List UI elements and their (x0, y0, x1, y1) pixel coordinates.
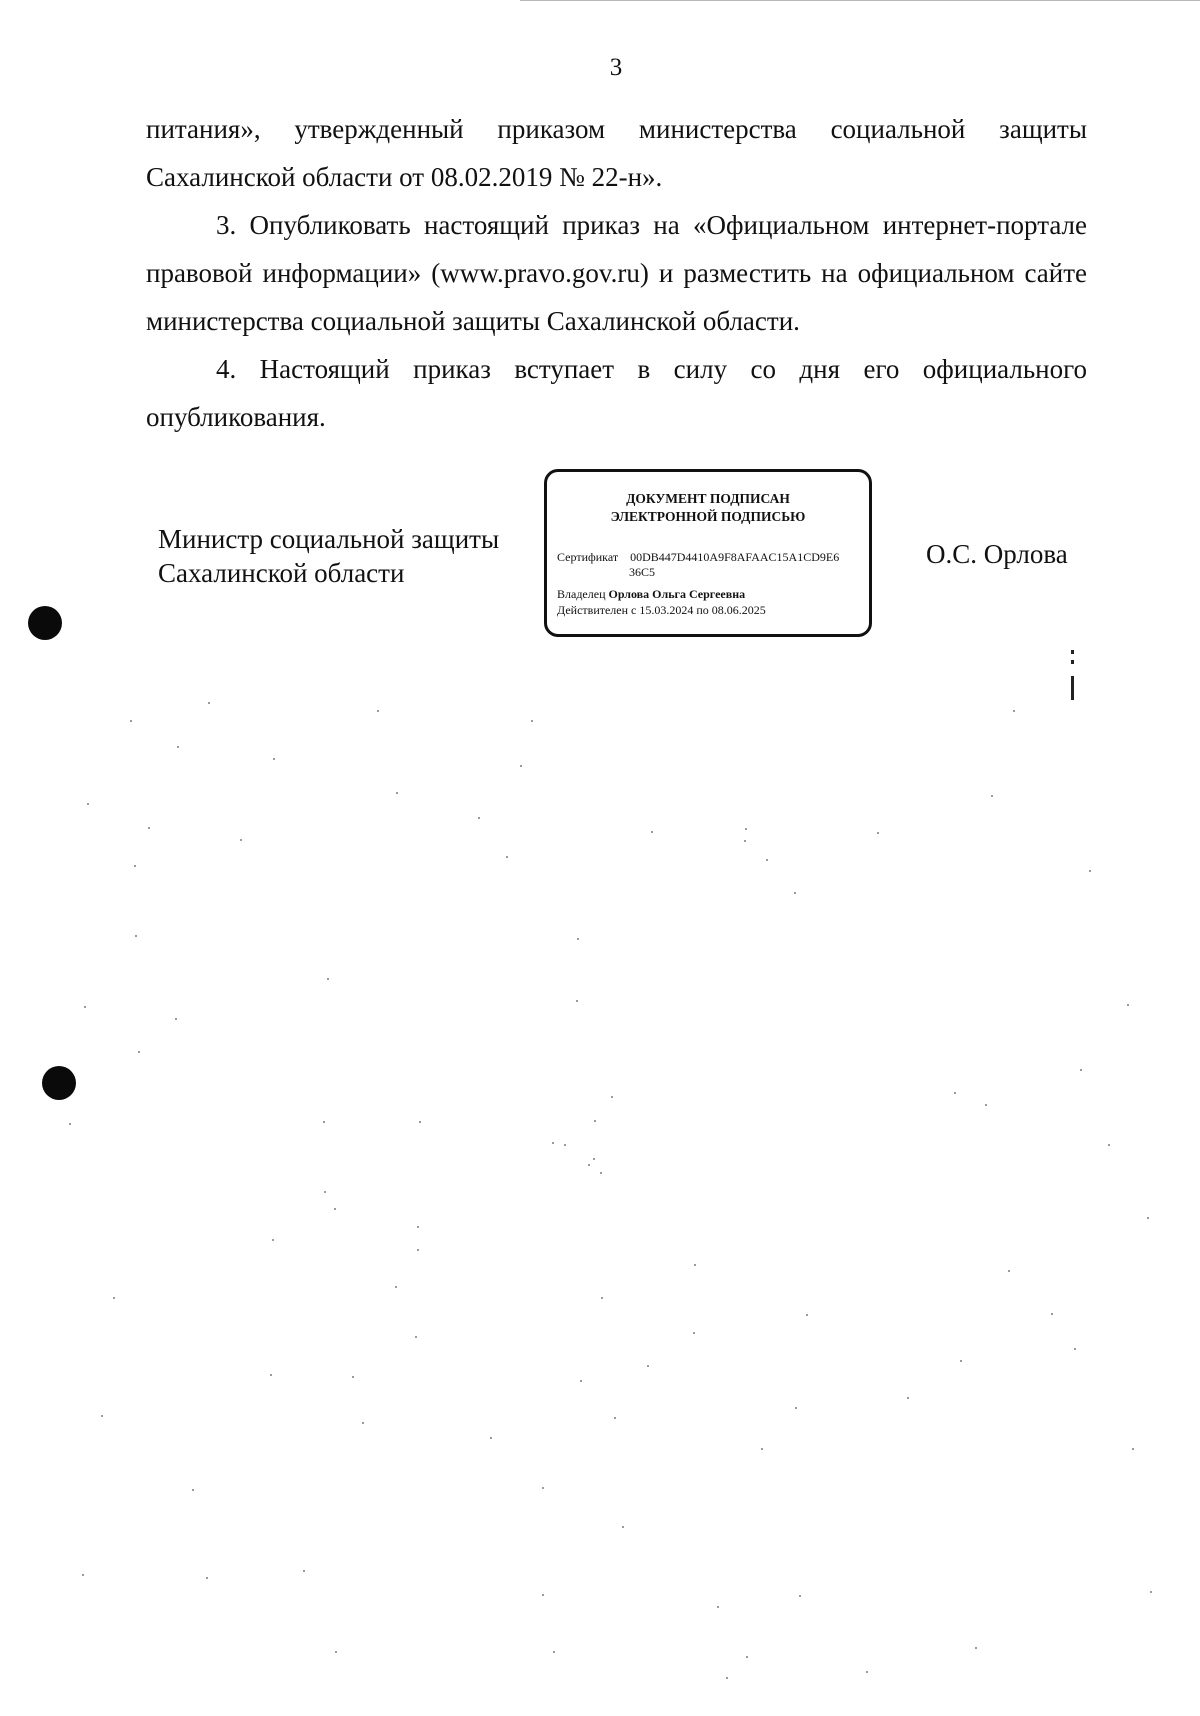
scan-top-edge-line (520, 0, 1200, 1)
scan-speck (622, 1526, 624, 1528)
scan-speck (877, 832, 879, 834)
signer-position (158, 522, 499, 590)
scan-speck (87, 803, 89, 805)
document-body (146, 105, 1087, 441)
scan-speck (192, 1489, 194, 1491)
scan-speck (1051, 1313, 1053, 1315)
scan-speck (138, 1051, 140, 1053)
paragraph-continuation: питания», утвержденный приказом министерства социальной защиты Сахалинской области от 08.02.2019 № 22-н». (146, 114, 1087, 192)
binder-hole-upper (28, 606, 62, 640)
scan-speck (177, 746, 179, 748)
page-number: 3 (609, 54, 623, 81)
scan-speck (417, 1249, 419, 1251)
scan-speck (746, 1656, 748, 1658)
scan-speck (577, 938, 579, 940)
scan-speck (576, 1000, 578, 1002)
stamp-heading (547, 490, 869, 526)
scan-speck (531, 720, 533, 722)
scan-speck (1127, 1004, 1129, 1006)
scan-speck (1074, 1348, 1076, 1350)
scan-speck (135, 935, 137, 937)
scan-margin-mark (1071, 650, 1074, 700)
stamp-certificate-row (557, 550, 839, 564)
scan-speck (84, 1006, 86, 1008)
scan-speck (134, 865, 136, 867)
scan-speck (415, 1336, 417, 1338)
binder-hole-lower (42, 1066, 76, 1100)
scan-speck (744, 840, 746, 842)
scan-speck (327, 978, 329, 980)
scan-speck (335, 1651, 337, 1653)
scan-speck (362, 1422, 364, 1424)
scan-speck (717, 1606, 719, 1608)
stamp-owner-value: Орлова Ольга Сергеевна (608, 587, 746, 601)
signer-position-line-1: Министр социальной защиты (158, 524, 500, 554)
scan-speck (611, 1096, 613, 1098)
scan-speck (352, 1376, 354, 1378)
scan-speck (761, 1448, 763, 1450)
scan-speck (601, 1297, 603, 1299)
scan-speck (208, 702, 210, 704)
paragraph-item-3: 3. Опубликовать настоящий приказ на «Официальном интернет-портале правовой информации» (www.pravo.gov.ru) и разместить на официальном сайте министерства социальной защиты Сахалинской области. (146, 210, 1087, 336)
scan-speck (600, 1172, 602, 1174)
scan-speck (960, 1360, 962, 1362)
scan-speck (745, 828, 747, 830)
scan-speck (766, 859, 768, 861)
scan-speck (795, 1407, 797, 1409)
scan-speck (101, 1415, 103, 1417)
scan-speck (206, 1577, 208, 1579)
scan-speck (323, 1121, 325, 1123)
signer-name: О.С. Орлова (926, 539, 1068, 569)
stamp-certificate-value: 00DB447D4410A9F8AFAAC15A1CD9E6 (630, 550, 840, 564)
scan-speck (240, 839, 242, 841)
scan-speck (273, 758, 275, 760)
scan-speck (806, 1314, 808, 1316)
scan-speck (377, 710, 379, 712)
paragraph-item-4: 4. Настоящий приказ вступает в силу со дня его официального опубликования. (146, 354, 1087, 432)
scan-speck (651, 831, 653, 833)
scan-speck (726, 1677, 728, 1679)
scan-speck (1008, 1270, 1010, 1272)
scan-speck (975, 1647, 977, 1649)
electronic-signature-stamp (544, 469, 872, 637)
scan-speck (542, 1594, 544, 1596)
scan-speck (272, 1239, 274, 1241)
scan-speck (1132, 1448, 1134, 1450)
scan-speck (82, 1574, 84, 1576)
scan-speck (907, 1397, 909, 1399)
scan-speck (303, 1570, 305, 1572)
scan-speck (594, 1120, 596, 1122)
scan-speck (113, 1297, 115, 1299)
scan-speck (395, 1286, 397, 1288)
stamp-heading-line-2: ЭЛЕКТРОННОЙ ПОДПИСЬЮ (610, 509, 806, 524)
scan-speck (542, 1487, 544, 1489)
scan-speck (175, 1018, 177, 1020)
scan-speck (1147, 1217, 1149, 1219)
scan-speck (490, 1437, 492, 1439)
scan-speck (1150, 1591, 1152, 1593)
scan-speck (799, 1595, 801, 1597)
scan-speck (794, 892, 796, 894)
scan-speck (647, 1365, 649, 1367)
scan-speck (419, 1121, 421, 1123)
scan-speck (954, 1092, 956, 1094)
scan-speck (396, 792, 398, 794)
scan-speck (694, 1264, 696, 1266)
scan-speck (593, 1158, 595, 1160)
stamp-owner-label: Владелец (557, 587, 606, 601)
scan-speck (693, 1332, 695, 1334)
scan-speck (417, 1226, 419, 1228)
scan-speck (506, 856, 508, 858)
scan-speck (580, 1380, 582, 1382)
scan-speck (148, 827, 150, 829)
scan-speck (520, 765, 522, 767)
scan-speck (1089, 870, 1091, 872)
scan-speck (588, 1164, 590, 1166)
scan-speck (614, 1417, 616, 1419)
scan-speck (553, 1651, 555, 1653)
scan-speck (478, 817, 480, 819)
scan-speck (1013, 710, 1015, 712)
scan-speck (324, 1191, 326, 1193)
scan-speck (1108, 1144, 1110, 1146)
scan-speck (130, 720, 132, 722)
stamp-certificate-label: Сертификат (557, 550, 619, 564)
scan-speck (334, 1208, 336, 1210)
stamp-owner-row (557, 587, 745, 601)
stamp-heading-line-1: ДОКУМЕНТ ПОДПИСАН (626, 491, 790, 506)
scan-speck (985, 1104, 987, 1106)
scan-speck (1080, 1069, 1082, 1071)
scan-speck (866, 1671, 868, 1673)
signer-position-line-2: Сахалинской области (158, 558, 405, 588)
scan-speck (991, 795, 993, 797)
scan-speck (552, 1142, 554, 1144)
scan-speck (69, 1123, 71, 1125)
scan-speck (564, 1144, 566, 1146)
scan-speck (270, 1374, 272, 1376)
stamp-certificate-value-continuation: 36C5 (629, 565, 656, 579)
stamp-validity: Действителен с 15.03.2024 по 08.06.2025 (557, 603, 766, 617)
